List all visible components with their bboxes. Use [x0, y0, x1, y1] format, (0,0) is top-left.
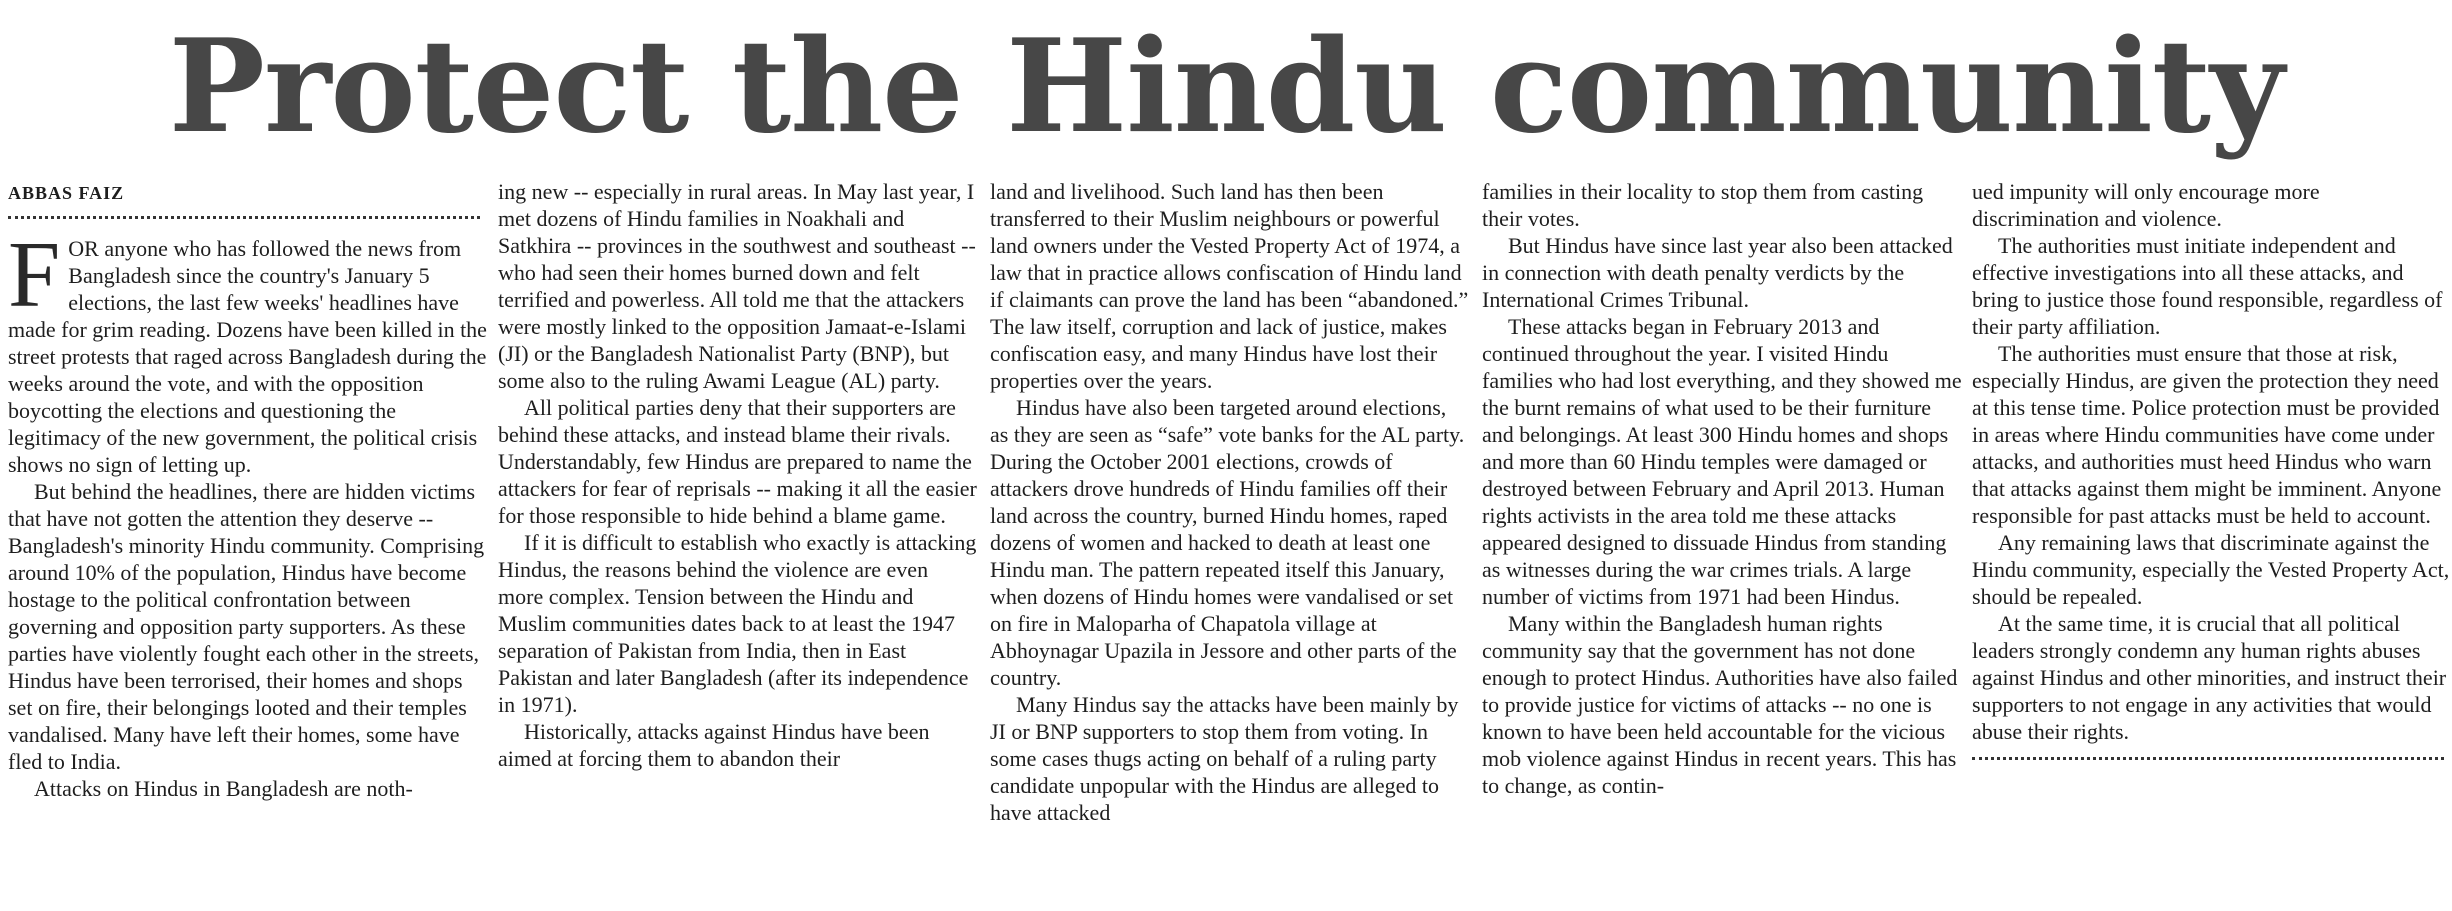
- article-paragraph: These attacks began in February 2013 and continued throughout the year. I visited Hindu families who had lost everything, and they showed me the burnt remains of what used to be their furniture and belongings. At least 300 Hindu homes and shops and more than 60 Hindu temples were damaged or destroyed between February and April 2013. Human rights activists in the area told me these attacks appeared designed to dissuade Hindus from standing as witnesses during the war crimes trials. A large number of victims from 1971 had been Hindus.: [1482, 314, 1962, 609]
- article-paragraph: But Hindus have since last year also been attacked in connection with death penalty verdicts by the International Crimes Tribunal.: [1482, 233, 1953, 312]
- byline-rule: [8, 216, 480, 219]
- article-paragraph: All political parties deny that their supporters are behind these attacks, and instead blame their rivals. Understandably, few Hindus are prepared to name the attackers for fear of reprisals -- making it all the easier for those responsible to hide behind a blame game.: [498, 395, 977, 528]
- article-column-3: [990, 178, 1470, 826]
- article-end-rule: [1972, 757, 2444, 760]
- headline: Protect the Hindu community: [168, 12, 2284, 162]
- article-paragraph: families in their locality to stop them from casting their votes.: [1482, 179, 1924, 231]
- article-column-5: [1972, 178, 2452, 770]
- article-paragraph: Many Hindus say the attacks have been mainly by JI or BNP supporters to stop them from voting. In some cases thugs acting on behalf of a ruling party candidate unpopular with the Hindus are alleged to have attacked: [990, 692, 1459, 825]
- paragraph-text: OR anyone who has followed the news from Bangladesh since the country's January 5 elections, the last few weeks' headlines have made for grim reading. Dozens have been killed in the street protests that raged across Bangladesh during the weeks around the vote, and with the opposition boycotting the elections and questioning the legitimacy of the new government, the political crisis shows no sign of letting up.: [8, 236, 487, 477]
- article-paragraph: ued impunity will only encourage more discrimination and violence.: [1972, 179, 2320, 231]
- article-paragraph: At the same time, it is crucial that all political leaders strongly condemn any human rights abuses against Hindus and other minorities, and instruct their supporters to not engage in any activities that would abuse their rights.: [1972, 611, 2447, 744]
- byline: ABBAS FAIZ: [8, 183, 125, 203]
- article-column-1: [8, 178, 488, 802]
- article-paragraph: Any remaining laws that discriminate against the Hindu community, especially the Vested Property Act, should be repealed.: [1972, 530, 2450, 609]
- article-paragraph: [8, 223, 488, 478]
- article-paragraph: land and livelihood. Such land has then been transferred to their Muslim neighbours or powerful land owners under the Vested Property Act of 1974, a law that in practice allows confiscation of Hindu land if claimants can prove the land has been “abandoned.” The law itself, corruption and lack of justice, makes confiscation easy, and many Hindus have lost their properties over the years.: [990, 179, 1469, 393]
- article-paragraph: Attacks on Hindus in Bangladesh are noth-: [34, 776, 413, 801]
- article-column-4: [1482, 178, 1962, 799]
- article-paragraph: The authorities must initiate independent and effective investigations into all these attacks, and bring to justice those found responsible, regardless of their party affiliation.: [1972, 233, 2443, 339]
- article-paragraph: The authorities must ensure that those at risk, especially Hindus, are given the protection they need at this tense time. Police protection must be provided in areas where Hindu communities have come under attacks, and authorities must heed Hindus who warn that attacks against them might be imminent. Anyone responsible for past attacks must be held to account.: [1972, 341, 2442, 528]
- article-paragraph: ing new -- especially in rural areas. In May last year, I met dozens of Hindu families in Noakhali and Satkhira -- provinces in the southwest and southeast -- who had seen their homes burned down and felt terrified and powerless. All told me that the attackers were mostly linked to the opposition Jamaat-e-Islami (JI) or the Bangladesh Nationalist Party (BNP), but some also to the ruling Awami League (AL) party.: [498, 179, 976, 393]
- article-paragraph: Hindus have also been targeted around elections, as they are seen as “safe” vote banks for the AL party. During the October 2001 elections, crowds of attackers drove hundreds of Hindu families off their land across the country, burned Hindu homes, raped dozens of women and hacked to death at least one Hindu man. The pattern repeated itself this January, when dozens of Hindu homes were vandalised or set on fire in Maloparha of Chapatola village at Abhoynagar Upazila in Jessore and other parts of the country.: [990, 395, 1465, 690]
- drop-cap: F: [8, 223, 61, 327]
- article-column-2: [498, 178, 978, 772]
- article-paragraph: Historically, attacks against Hindus have been aimed at forcing them to abandon their: [498, 719, 930, 771]
- article-paragraph: Many within the Bangladesh human rights community say that the government has not done enough to protect Hindus. Authorities have also failed to provide justice for victims of attacks -- no one is known to have been held accountable for the vicious mob violence against Hindus in recent years. This has to change, as contin-: [1482, 611, 1958, 798]
- article-paragraph: But behind the headlines, there are hidden victims that have not gotten the attention they deserve -- Bangladesh's minority Hindu community. Comprising around 10% of the population, Hindus have become hostage to the political confrontation between governing and opposition party supporters. As these parties have violently fought each other in the streets, Hindus have been terrorised, their homes and shops set on fire, their belongings looted and their temples vandalised. Many have left their homes, some have fled to India.: [8, 479, 485, 774]
- article-paragraph: If it is difficult to establish who exactly is attacking Hindus, the reasons behind the violence are even more complex. Tension between the Hindu and Muslim communities dates back to at least the 1947 separation of Pakistan from India, then in East Pakistan and later Bangladesh (after its independence in 1971).: [498, 530, 977, 717]
